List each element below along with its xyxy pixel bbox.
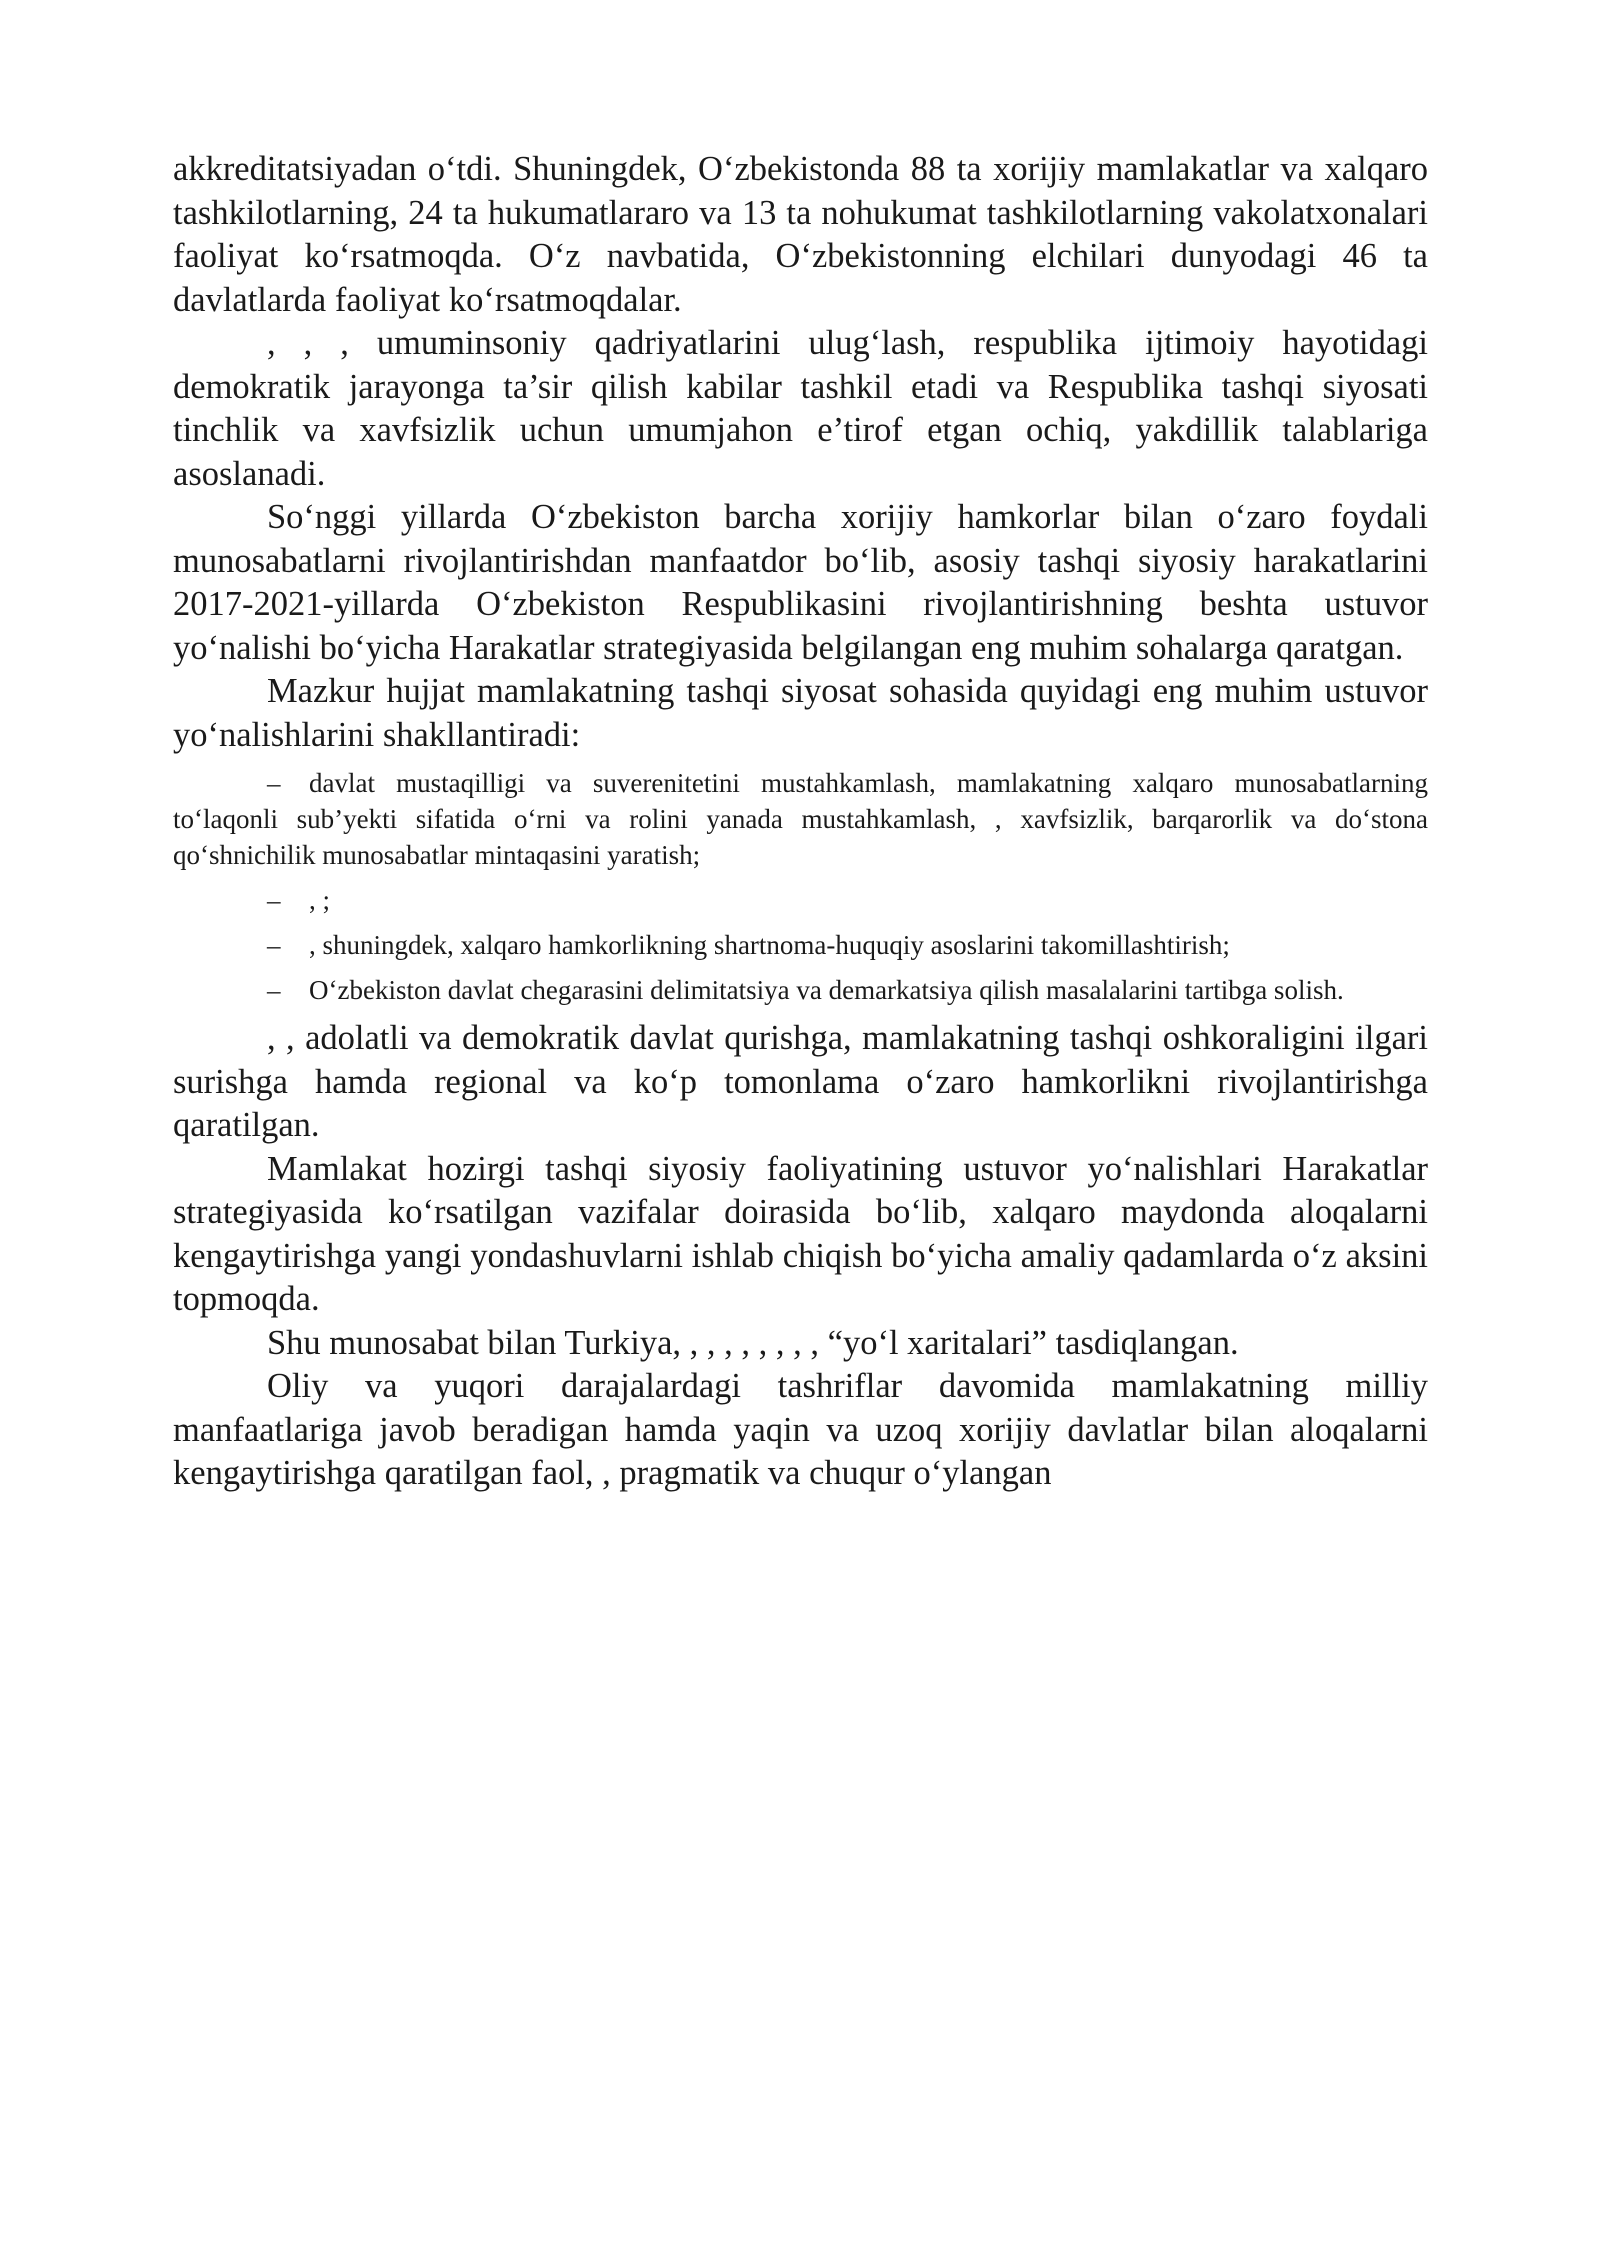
paragraph-high-level-visits: Oliy va yuqori darajalardagi tashriflar davomida mamlakatning milliy manfaatlariga javob beradigan hamda yaqin va uzoq xorijiy davlatlar bilan aloqalarni kengaytirishga qaratilgan faol, , pragmatik va chuqur o‘ylangan xyxy=(173,1367,1428,1492)
list-item xyxy=(173,972,1428,1008)
paragraph-diplomatic-missions: akkreditatsiyadan o‘tdi. Shuningdek, O‘zbekistonda 88 ta xorijiy mamlakatlar va xalqaro tashkilotlarning, 24 ta hukumatlararo va 13 ta nohukumat tashkilotlarning vakolatxonalari faoliyat ko‘rsatmoqda. O‘z navbatida, O‘zbekistonning elchilari dunyodagi 46 ta davlatlarda faoliyat ko‘rsatmoqdalar. xyxy=(173,150,1428,319)
list-item-text: davlat mustaqilligi va suverenitetini mustahkamlash, mamlakatning xalqaro munosabatlarning to‘laqonli sub’yekti sifatida o‘rni va rolini yanada mustahkamlash, , xavfsizlik, barqarorlik va do‘stona qo‘shnichilik munosabatlar mintaqasini yaratish; xyxy=(173,768,1428,870)
dash-marker-icon: – xyxy=(267,975,281,1005)
paragraph-current-activity: Mamlakat hozirgi tashqi siyosiy faoliyatining ustuvor yo‘nalishlari Harakatlar strategiyasida ko‘rsatilgan vazifalar doirasida bo‘lib, xalqaro maydonda aloqalarni kengaytirishga yangi yondashuvlarni ishlab chiqish bo‘yicha amaliy qadamlarda o‘z aksini topmoqda. xyxy=(173,1149,1428,1318)
paragraph-recent-years-strategy: So‘nggi yillarda O‘zbekiston barcha xorijiy hamkorlar bilan o‘zaro foydali munosabatlarni rivojlantirishdan manfaatdor bo‘lib, asosiy tashqi siyosiy harakatlarini 2017-2021-yillarda O‘zbekiston Respublikasini rivojlantirishning beshta ustuvor yo‘nalishi bo‘yicha Harakatlar strategiyasida belgilangan eng muhim sohalarga qaratgan. xyxy=(173,498,1428,667)
list-item xyxy=(173,765,1428,873)
priority-list xyxy=(173,765,1428,1008)
paragraph-democratic-state: , , adolatli va demokratik davlat qurishga, mamlakatning tashqi oshkoraligini ilgari surishga hamda regional va ko‘p tomonlama o‘zaro hamkorlikni rivojlantirishga qaratilgan. xyxy=(173,1019,1428,1144)
list-item xyxy=(173,882,1428,918)
dash-marker-icon: – xyxy=(267,930,281,960)
paragraph-foreign-policy-principles: , , , umuminsoniy qadriyatlarini ulug‘lash, respublika ijtimoiy hayotidagi demokratik jarayonga ta’sir qilish kabilar tashkil etadi va Respublika tashqi siyosati tinchlik va xavfsizlik uchun umumjahon e’tirof etgan ochiq, yakdillik talablariga asoslanadi. xyxy=(173,324,1428,493)
list-item xyxy=(173,927,1428,963)
dash-marker-icon: – xyxy=(267,768,281,798)
list-item-text: O‘zbekiston davlat chegarasini delimitatsiya va demarkatsiya qilish masalalarini tartibga solish. xyxy=(309,975,1344,1005)
paragraph-road-maps: Shu munosabat bilan Turkiya, , , , , , , , , “yo‘l xaritalari” tasdiqlangan. xyxy=(267,1323,1239,1362)
document-page xyxy=(173,148,1428,1496)
list-item-text: , shuningdek, xalqaro hamkorlikning shartnoma-huquqiy asoslarini takomillashtirish; xyxy=(309,930,1230,960)
list-item-text: , ; xyxy=(309,885,331,915)
dash-marker-icon: – xyxy=(267,885,281,915)
paragraph-document-priorities-intro: Mazkur hujjat mamlakatning tashqi siyosat sohasida quyidagi eng muhim ustuvor yo‘nalishlarini shakllantiradi: xyxy=(173,672,1428,754)
